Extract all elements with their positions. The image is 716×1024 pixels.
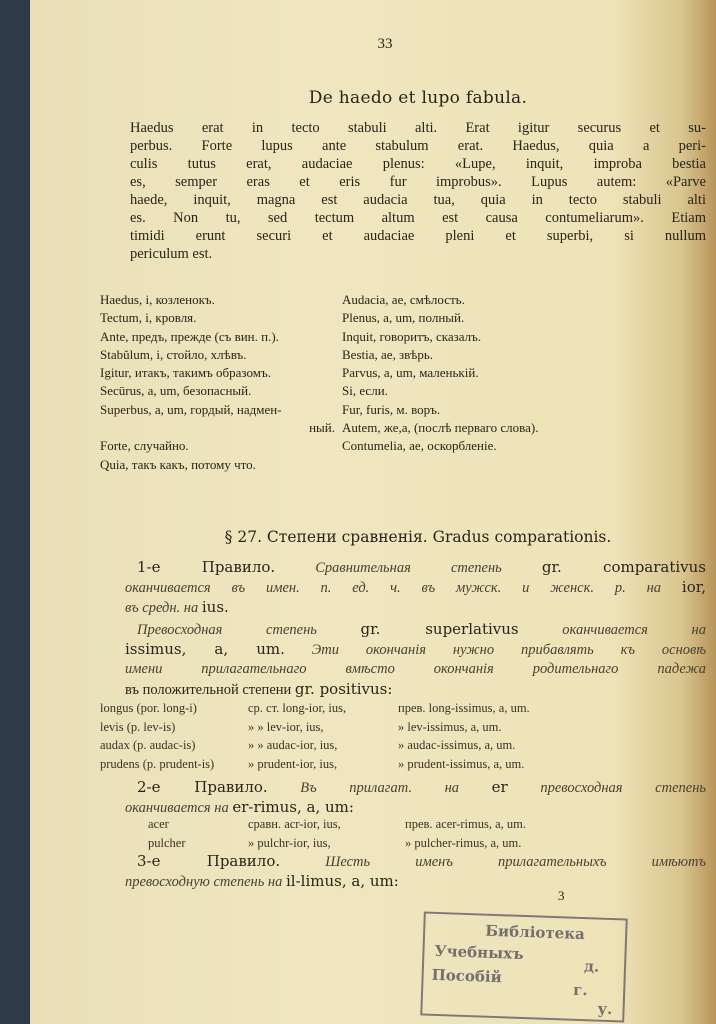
vocab-item: Tectum, i, кровля. xyxy=(100,310,197,326)
latin-term: er-rimus, a, um: xyxy=(232,798,354,816)
vocab-item: Si, если. xyxy=(342,383,388,399)
vocab-item: Superbus, a, um, гордый, надмен- xyxy=(100,401,282,417)
italic-text: Превосходная степень xyxy=(137,622,317,638)
vocab-item: ный. xyxy=(309,420,335,436)
latin-term: gr. superlativus xyxy=(360,620,519,638)
latin-term: il-limus, a, um: xyxy=(286,872,399,890)
vocab-item: Parvus, a, um, маленькій. xyxy=(342,365,479,381)
latin-term: ior, xyxy=(681,578,707,596)
italic-text: Сравнительная степень xyxy=(315,560,502,576)
examples-col-2 xyxy=(248,699,346,773)
vocab-item: Quia, такъ какъ, потому что. xyxy=(100,456,256,472)
vocab-item: Autem, же,а, (послѣ перваго слова). xyxy=(342,420,539,436)
paragraph-line: es. Non tu, sed tectum altum est causa contumeliarum». Etiam xyxy=(130,210,706,226)
italic-text: имени прилагательнаго вмѣсто окончанія родительнаго падежа xyxy=(125,661,706,677)
example-cell: prudens (p. prudent-is) xyxy=(100,756,215,771)
vocab-item: Audacia, ae, смѣлость. xyxy=(342,292,465,307)
rule1-line xyxy=(125,558,706,577)
vocab-right-column xyxy=(342,291,538,456)
page-number: 33 xyxy=(377,36,393,52)
example-cell: прев. long-issimus, a, um. xyxy=(398,701,530,715)
vocab-item: Igitur, итакъ, такимъ образомъ. xyxy=(100,365,271,381)
examples2-col-2 xyxy=(248,815,341,852)
example-cell: pulcher xyxy=(148,835,186,850)
vocab-item: Stabŭlum, i, стойло, хлѣвъ. xyxy=(100,346,247,362)
rule1b-line xyxy=(125,680,701,699)
rule1-line xyxy=(125,578,706,597)
italic-text: Въ прилагат. на xyxy=(300,780,460,796)
stamp-text: у. xyxy=(597,999,613,1019)
example-cell: audax (p. audac-is) xyxy=(100,738,196,752)
vocab-left-column xyxy=(100,291,335,474)
stamp-text: Библіотека xyxy=(484,921,586,944)
rule1-line xyxy=(125,598,701,617)
book-page xyxy=(30,0,716,1024)
latin-term: ius. xyxy=(201,598,229,616)
example-cell: ср. ст. long-ior, ius, xyxy=(248,701,347,715)
example-cell: сравн. acr-ior, ius, xyxy=(248,817,341,831)
italic-text: Эти окончанія нужно прибавлять къ основѣ xyxy=(311,642,707,658)
paragraph-line: haede, inquit, magna est audacia tua, quia in tecto stabuli alti xyxy=(130,192,706,208)
example-cell: » pulcher-rimus, a, um. xyxy=(405,835,522,850)
italic-text: превосходная степень xyxy=(540,780,706,796)
vocab-item: Forte, случайно. xyxy=(100,438,189,454)
rule-label: 3-е Правило. xyxy=(137,852,281,870)
latin-term: gr. positivus: xyxy=(294,680,393,698)
text: въ положительной степени xyxy=(125,682,292,698)
vocab-item: Plenus, a, um, полный. xyxy=(342,310,465,326)
vocab-item: Haedus, i, козленокъ. xyxy=(100,292,215,307)
paragraph-line: periculum est. xyxy=(130,246,213,262)
fable-title: De haedo et lupo fabula. xyxy=(308,88,528,108)
rule-label: 2-е Правило. xyxy=(137,778,268,796)
rule3-line xyxy=(125,872,701,891)
paragraph-line: perbus. Forte lupus ante stabulum erat. Haedus, quia a peri- xyxy=(130,138,706,154)
latin-term: er xyxy=(491,778,508,796)
stamp-text: Учебныхъ xyxy=(434,941,524,963)
example-cell: » prudent-ior, ius, xyxy=(248,756,338,771)
stamp-text: д. xyxy=(583,957,600,976)
italic-text: Шесть именъ прилагательныхъ имѣютъ xyxy=(325,854,706,870)
vocab-item: Fur, furis, м. воръ. xyxy=(342,401,441,417)
italic-text: оканчивается на xyxy=(125,800,229,816)
example-cell: » pulchr-ior, ius, xyxy=(248,835,331,850)
section-heading: § 27. Степени сравненія. Gradus comparationis. xyxy=(224,528,612,546)
rule1b-line xyxy=(125,660,706,678)
stamp-text: г. xyxy=(572,980,588,1000)
example-cell: acer xyxy=(148,817,169,831)
vocab-item: Ante, предъ, прежде (съ вин. п.). xyxy=(100,328,279,344)
stamp-text: Пособій xyxy=(431,965,503,987)
latin-term: issimus, a, um. xyxy=(125,640,285,658)
examples2-col-3 xyxy=(405,815,526,852)
examples-col-3 xyxy=(398,699,530,773)
italic-text: въ средн. на xyxy=(125,600,199,616)
signature-mark: 3 xyxy=(558,888,565,903)
library-stamp xyxy=(420,911,628,1022)
vocab-item: Secūrus, a, um, безопасный. xyxy=(100,383,252,399)
paragraph-line: es, semper eras et eris fur improbus». Lupus autem: «Parve xyxy=(130,174,706,190)
vocab-item: Inquit, говоритъ, сказалъ. xyxy=(342,328,482,344)
example-cell: прев. acer-rimus, a, um. xyxy=(405,817,526,831)
example-cell: » » lev-ior, ius, xyxy=(248,719,324,734)
paragraph-line: Haedus erat in tecto stabuli alti. Erat igitur securus et su- xyxy=(130,120,706,136)
paragraph-line: timidi erunt securi et audaciae pleni et superbi, si nullum xyxy=(130,228,706,244)
rule2-line xyxy=(125,778,706,797)
italic-text: превосходную степень на xyxy=(125,874,283,890)
rule1b-line xyxy=(125,640,706,659)
vocab-item: Contumelia, ae, оскорбленіе. xyxy=(342,438,497,454)
example-cell: » lev-issimus, a, um. xyxy=(398,719,502,734)
rule1b-line xyxy=(125,620,706,639)
paragraph-line: culis tutus erat, audaciae plenus: «Lupe, inquit, improba bestia xyxy=(130,156,706,172)
vocab-item: Bestia, ae, звѣрь. xyxy=(342,346,434,362)
example-cell: » audac-issimus, a, um. xyxy=(398,738,516,752)
examples2-col-1 xyxy=(148,815,185,852)
rule-label: 1-е Правило. xyxy=(137,558,276,576)
example-cell: longus (por. long-i) xyxy=(100,701,197,715)
italic-text: оканчивается на xyxy=(562,622,706,638)
example-cell: » » audac-ior, ius, xyxy=(248,738,338,752)
latin-term: gr. comparativus xyxy=(541,558,707,576)
italic-text: оканчивается въ имен. п. ед. ч. въ мужск. и женск. р. на xyxy=(125,580,662,596)
example-cell: » prudent-issimus, a, um. xyxy=(398,756,525,771)
rule3-line xyxy=(125,852,706,871)
examples-col-1 xyxy=(100,699,214,773)
example-cell: levis (p. lev-is) xyxy=(100,719,176,734)
